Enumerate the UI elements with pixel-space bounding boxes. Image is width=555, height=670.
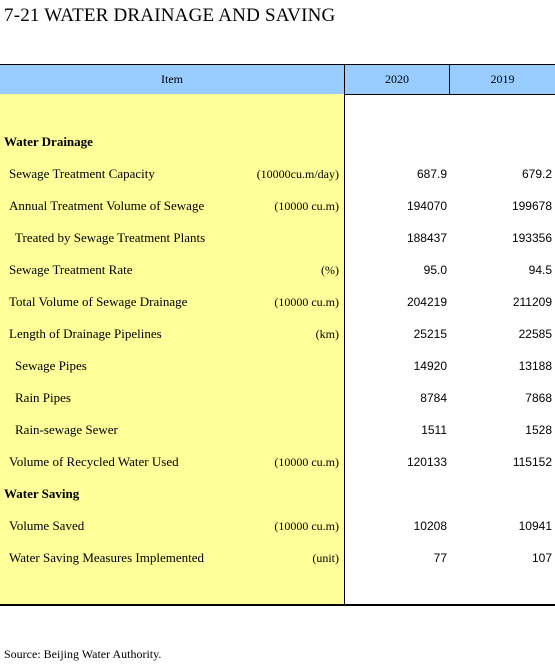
value-2020: 687.9 xyxy=(416,167,447,181)
table-row xyxy=(0,222,555,254)
value-2019: 199678 xyxy=(511,199,552,213)
value-2019: 94.5 xyxy=(528,263,552,277)
table-row xyxy=(0,286,555,318)
row-label: Rain Pipes xyxy=(15,390,71,405)
table-row xyxy=(0,190,555,222)
value-2020: 120133 xyxy=(406,455,447,469)
header-2020: 2020 xyxy=(385,72,409,86)
value-2020: 77 xyxy=(433,551,447,565)
row-label: Total Volume of Sewage Drainage xyxy=(9,294,188,309)
section-row xyxy=(0,126,555,158)
row-unit: (10000 cu.m) xyxy=(274,295,339,309)
value-2020: 95.0 xyxy=(423,263,447,277)
row-unit: (10000 cu.m) xyxy=(274,519,339,533)
table-header xyxy=(0,64,555,95)
value-2019: 1528 xyxy=(525,423,552,437)
value-2019: 679.2 xyxy=(521,167,552,181)
value-2020: 8784 xyxy=(420,391,447,405)
value-2019: 115152 xyxy=(512,455,552,469)
value-2020: 1511 xyxy=(421,423,447,437)
section-row xyxy=(0,478,555,510)
section-title-water-drainage: Water Drainage xyxy=(4,134,93,149)
table-row xyxy=(0,542,555,574)
value-2019: 107 xyxy=(531,551,552,565)
row-unit: (%) xyxy=(321,263,339,277)
row-label: Sewage Treatment Rate xyxy=(9,262,133,277)
value-2020: 194070 xyxy=(406,199,447,213)
value-2020: 188437 xyxy=(406,231,447,245)
row-label: Sewage Pipes xyxy=(15,358,87,373)
value-2019: 13188 xyxy=(518,359,552,373)
table-row xyxy=(0,382,555,414)
row-unit: (10000cu.m/day) xyxy=(256,167,339,181)
value-2020: 14920 xyxy=(413,359,447,373)
value-2019: 10941 xyxy=(518,519,552,533)
row-label: Volume Saved xyxy=(9,518,85,533)
page-title: 7-21 WATER DRAINAGE AND SAVING xyxy=(4,5,336,26)
section-title-water-saving: Water Saving xyxy=(4,486,80,501)
row-label: Sewage Treatment Capacity xyxy=(9,166,155,181)
table-row xyxy=(0,446,555,478)
source-note: Source: Beijing Water Authority. xyxy=(4,647,162,661)
table-row xyxy=(0,414,555,446)
table-row xyxy=(0,510,555,542)
value-2019: 211209 xyxy=(512,295,552,309)
row-unit: (10000 cu.m) xyxy=(274,199,339,213)
header-2019: 2019 xyxy=(490,72,515,86)
row-label: Annual Treatment Volume of Sewage xyxy=(9,198,205,213)
row-label: Length of Drainage Pipelines xyxy=(9,326,162,341)
row-label: Treated by Sewage Treatment Plants xyxy=(15,230,206,245)
table-row xyxy=(0,318,555,350)
value-2019: 22585 xyxy=(518,327,552,341)
row-label: Volume of Recycled Water Used xyxy=(9,454,179,469)
value-2020: 25215 xyxy=(413,327,447,341)
table-body xyxy=(0,94,555,604)
table-row xyxy=(0,158,555,190)
value-2020: 204219 xyxy=(406,295,447,309)
header-item: Item xyxy=(161,72,183,86)
row-unit: (unit) xyxy=(312,551,339,565)
row-label: Rain-sewage Sewer xyxy=(15,422,118,437)
table-bottom-rule xyxy=(0,604,555,606)
data-table xyxy=(0,64,555,606)
value-2020: 10208 xyxy=(413,519,447,533)
row-label: Water Saving Measures Implemented xyxy=(9,550,204,565)
row-unit: (km) xyxy=(315,327,339,341)
row-unit: (10000 cu.m) xyxy=(274,455,339,469)
value-2019: 7868 xyxy=(525,391,552,405)
value-2019: 193356 xyxy=(511,231,552,245)
table-row xyxy=(0,350,555,382)
table-row xyxy=(0,254,555,286)
